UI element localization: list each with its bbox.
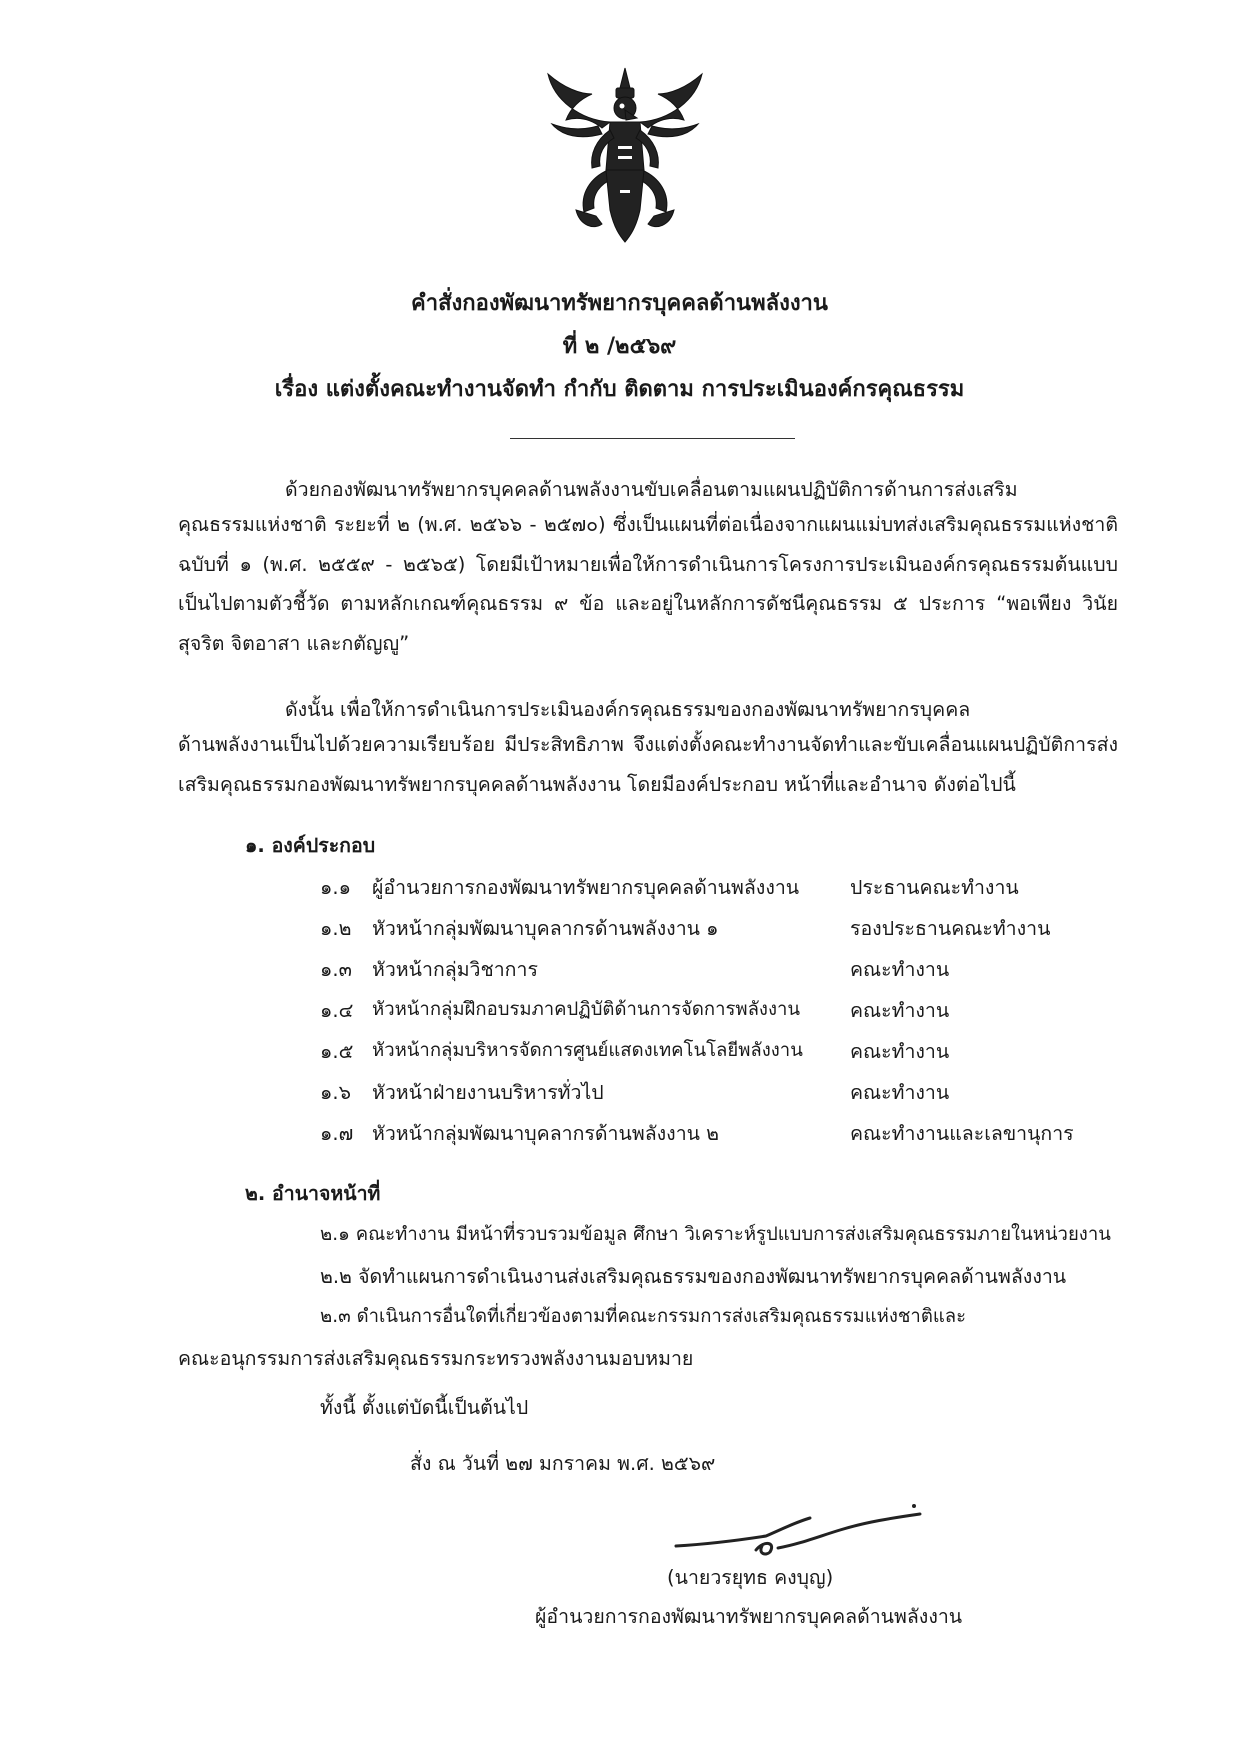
- member-no: ๑.๒: [320, 917, 352, 940]
- title-divider: [510, 438, 795, 439]
- section-2-heading: ๒. อำนาจหน้าที่: [245, 1182, 381, 1205]
- garuda-emblem-icon: [540, 60, 710, 250]
- order-subject: เรื่อง แต่งตั้งคณะทำงานจัดทำ กำกับ ติดตาม การประเมินองค์กรคุณธรรม: [274, 377, 965, 402]
- member-no: ๑.๖: [320, 1081, 351, 1104]
- signer-name: (นายวรยุทธ คงบุญ): [667, 1566, 834, 1589]
- member-position: หัวหน้ากลุ่มพัฒนาบุคลากรด้านพลังงาน ๑: [372, 917, 719, 940]
- member-no: ๑.๕: [320, 1040, 354, 1063]
- member-no: ๑.๓: [320, 958, 352, 981]
- member-position: หัวหน้าฝ่ายงานบริหารทั่วไป: [372, 1081, 604, 1104]
- handwritten-signature: [670, 1500, 930, 1560]
- paragraph-2-body: ด้านพลังงานเป็นไปด้วยความเรียบร้อย มีประสิทธิภาพ จึงแต่งตั้งคณะทำงานจัดทำและขับเคลื่อนแผนปฏิบัติการส่งเสริมคุณธรรมกองพัฒนาทรัพยากรบุคคลด้านพลังงาน โดยมีองค์ประกอบ หน้าที่และอำนาจ ดังต่อไปนี้: [178, 733, 1118, 796]
- order-date: สั่ง ณ วันที่ ๒๗ มกราคม พ.ศ. ๒๕๖๙: [410, 1452, 716, 1475]
- paragraph-2-first-line: ดังนั้น เพื่อให้การดำเนินการประเมินองค์กรคุณธรรมของกองพัฒนาทรัพยากรบุคคล: [285, 698, 971, 721]
- member-role: คณะทำงาน: [850, 999, 950, 1022]
- member-position: หัวหน้ากลุ่มบริหารจัดการศูนย์แสดงเทคโนโลยีพลังงาน: [372, 1040, 803, 1061]
- order-title: คำสั่งกองพัฒนาทรัพยากรบุคคลด้านพลังงาน: [411, 291, 828, 316]
- member-role: ประธานคณะทำงาน: [850, 876, 1019, 899]
- section-1-heading: ๑. องค์ประกอบ: [245, 834, 376, 857]
- member-role: คณะทำงานและเลขานุการ: [850, 1122, 1074, 1145]
- duty-item-1: ๒.๑ คณะทำงาน มีหน้าที่รวบรวมข้อมูล ศึกษา วิเคราะห์รูปแบบการส่งเสริมคุณธรรมภายในหน่วยงาน: [320, 1224, 1111, 1245]
- duty-item-2: ๒.๒ จัดทำแผนการดำเนินงานส่งเสริมคุณธรรมของกองพัฒนาทรัพยากรบุคคลด้านพลังงาน: [320, 1265, 1067, 1288]
- member-position: หัวหน้ากลุ่มวิชาการ: [372, 958, 538, 981]
- order-number: ที่ ๒ /๒๕๖๙: [562, 334, 677, 359]
- member-role: คณะทำงาน: [850, 1040, 950, 1063]
- member-no: ๑.๑: [320, 876, 351, 899]
- member-role: คณะทำงาน: [850, 958, 950, 981]
- member-role: คณะทำงาน: [850, 1081, 950, 1104]
- member-no: ๑.๗: [320, 1122, 354, 1145]
- member-role: รองประธานคณะทำงาน: [850, 917, 1051, 940]
- duty-item-3-continued: คณะอนุกรรมการส่งเสริมคุณธรรมกระทรวงพลังงานมอบหมาย: [178, 1347, 694, 1370]
- member-position: ผู้อำนวยการกองพัฒนาทรัพยากรบุคคลด้านพลังงาน: [372, 876, 800, 899]
- duty-item-3: ๒.๓ ดำเนินการอื่นใดที่เกี่ยวข้องตามที่คณะกรรมการส่งเสริมคุณธรรมแห่งชาติและ: [320, 1306, 967, 1327]
- effective-statement: ทั้งนี้ ตั้งแต่บัดนี้เป็นต้นไป: [320, 1396, 529, 1419]
- member-position: หัวหน้ากลุ่มฝึกอบรมภาคปฏิบัติด้านการจัดการพลังงาน: [372, 999, 801, 1020]
- member-no: ๑.๔: [320, 999, 354, 1022]
- paragraph-1-body: คุณธรรมแห่งชาติ ระยะที่ ๒ (พ.ศ. ๒๕๖๖ - ๒๕๗๐) ซึ่งเป็นแผนที่ต่อเนื่องจากแผนแม่บทส่งเสริมคุณธรรมแห่งชาติ ฉบับที่ ๑ (พ.ศ. ๒๕๕๙ - ๒๕๖๕) โดยมีเป้าหมายเพื่อให้การดำเนินการโครงการประเมินองค์กรคุณธรรมต้นแบบ เป็นไปตามตัวชี้วัด ตามหลักเกณฑ์คุณธรรม ๙ ข้อ และอยู่ในหลักการดัชนีคุณธรรม ๕ ประการ “พอเพียง วินัย สุจริต จิตอาสา และกตัญญู”: [178, 513, 1118, 655]
- paragraph-1-first-line: ด้วยกองพัฒนาทรัพยากรบุคคลด้านพลังงานขับเคลื่อนตามแผนปฏิบัติการด้านการส่งเสริม: [285, 478, 1018, 501]
- member-position: หัวหน้ากลุ่มพัฒนาบุคลากรด้านพลังงาน ๒: [372, 1122, 720, 1145]
- signer-title: ผู้อำนวยการกองพัฒนาทรัพยากรบุคคลด้านพลังงาน: [535, 1605, 963, 1628]
